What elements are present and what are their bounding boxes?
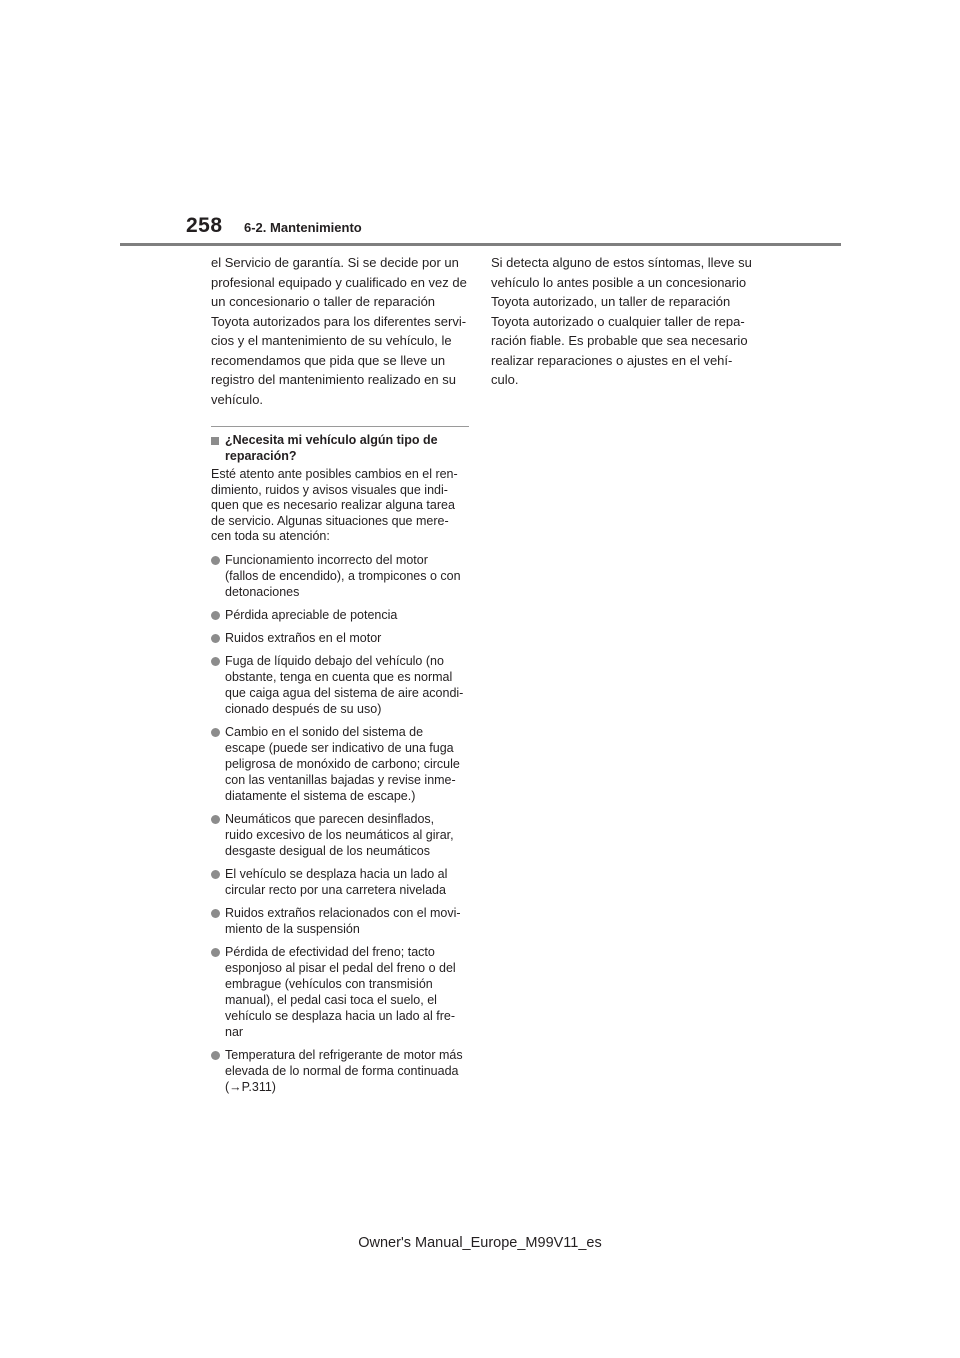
text-line: Temperatura del refrigerante de motor más	[225, 1047, 463, 1062]
text-line: Esté atento ante posibles cambios en el ren-	[211, 467, 458, 481]
list-item	[211, 552, 469, 600]
intro-paragraph	[211, 253, 469, 409]
text-line: Si detecta alguno de estos síntomas, lleve su	[491, 255, 752, 270]
footer-manual-id: Owner's Manual_Europe_M99V11_es	[358, 1235, 602, 1251]
text-line: El vehículo se desplaza hacia un lado al	[225, 866, 448, 881]
text-line: registro del mantenimiento realizado en su	[211, 372, 456, 387]
text-line: recomendamos que pida que se lleve un	[211, 352, 446, 368]
circle-bullet-icon	[211, 634, 220, 643]
text-line: Ruidos extraños en el motor	[225, 630, 382, 645]
text-line: cionado después de su uso)	[225, 701, 382, 716]
text-line: culo.	[491, 372, 519, 387]
text-line: embrague (vehículos con transmisión	[225, 976, 433, 991]
text-line: escape (puede ser indicativo de una fuga	[225, 740, 454, 755]
text-line: Toyota autorizado, un taller de reparación	[491, 294, 731, 309]
list-item	[211, 811, 469, 859]
text-line: (fallos de encendido), a trompicones o con	[225, 568, 461, 583]
circle-bullet-icon	[211, 1051, 220, 1060]
symptom-list	[211, 552, 469, 1095]
list-item	[211, 866, 469, 898]
subheading	[211, 433, 469, 464]
circle-bullet-icon	[211, 556, 220, 565]
text-line: desgaste desigual de los neumáticos	[225, 843, 430, 858]
text-line: de servicio. Algunas situaciones que mere-	[211, 513, 449, 528]
text-line: miento de la suspensión	[225, 921, 360, 936]
text-line: Pérdida apreciable de potencia	[225, 607, 398, 622]
text-line: Neumáticos que parecen desinflados,	[225, 811, 435, 826]
text-line: Funcionamiento incorrecto del motor	[225, 552, 428, 567]
list-item	[211, 653, 469, 717]
list-item	[211, 1047, 469, 1095]
text-line: Cambio en el sonido del sistema de	[225, 724, 424, 739]
text-line: ruido excesivo de los neumáticos al girar,	[225, 827, 454, 842]
text-line: vehículo.	[211, 391, 264, 407]
right-paragraph	[491, 253, 753, 390]
text-line: cen toda su atención:	[211, 529, 330, 543]
text-line: el Servicio de garantía. Si se decide por un	[211, 255, 459, 270]
text-line: detonaciones	[225, 584, 300, 599]
text-line: diatamente el sistema de escape.)	[225, 788, 416, 803]
text-line: circular recto por una carretera nivelada	[225, 882, 446, 897]
list-item	[211, 905, 469, 937]
text-line: peligrosa de monóxido de carbono; circule	[225, 756, 460, 771]
subheading-line: reparación?	[225, 448, 297, 463]
text-line: esponjoso al pisar el pedal del freno o del	[225, 960, 456, 975]
text-line: Ruidos extraños relacionados con el movi-	[225, 905, 461, 920]
text-line: dimiento, ruidos y avisos visuales que indi-	[211, 482, 448, 497]
text-line: quen que es necesario realizar alguna tarea	[211, 498, 455, 512]
text-line: que caiga agua del sistema de aire acondi-	[225, 685, 464, 700]
text-line: manual), el pedal casi toca el suelo, el	[225, 992, 437, 1007]
list-item	[211, 724, 469, 804]
text-line: cios y el mantenimiento de su vehículo, le	[211, 333, 452, 348]
square-bullet-icon	[211, 437, 219, 445]
text-line: Toyota autorizados para los diferentes servi-	[211, 313, 467, 329]
header-rule	[120, 243, 841, 246]
text-line: obstante, tenga en cuenta que es normal	[225, 669, 453, 684]
text-line: Pérdida de efectividad del freno; tacto	[225, 944, 435, 959]
circle-bullet-icon	[211, 815, 220, 824]
text-line: nar	[225, 1024, 244, 1039]
list-item	[211, 944, 469, 1040]
list-item	[211, 607, 469, 623]
subheading-line: ¿Necesita mi vehículo algún tipo de	[225, 433, 438, 447]
section-divider	[211, 426, 469, 427]
text-line: profesional equipado y cualificado en vez de	[211, 274, 467, 290]
text-line: Fuga de líquido debajo del vehículo (no	[225, 653, 444, 668]
text-line: con las ventanillas bajadas y revise inme-	[225, 772, 456, 787]
circle-bullet-icon	[211, 948, 220, 957]
text-line: ración fiable. Es probable que sea necesario	[491, 333, 748, 348]
left-column	[211, 253, 469, 1095]
text-line: Toyota autorizado o cualquier taller de repa-	[491, 313, 745, 329]
body-paragraph	[211, 467, 469, 545]
page-number: 258	[186, 214, 223, 237]
page-reference-link[interactable]: (→P.311)	[225, 1079, 276, 1094]
text-line: realizar reparaciones o ajustes en el vehí-	[491, 352, 733, 368]
circle-bullet-icon	[211, 657, 220, 666]
text-line: un concesionario o taller de reparación	[211, 294, 436, 309]
circle-bullet-icon	[211, 728, 220, 737]
right-column	[491, 253, 753, 390]
text-line: vehículo lo antes posible a un concesionario	[491, 274, 747, 290]
text-line: vehículo se desplaza hacia un lado al fre-	[225, 1008, 456, 1023]
circle-bullet-icon	[211, 611, 220, 620]
list-item	[211, 630, 469, 646]
text-line: elevada de lo normal de forma continuada	[225, 1063, 459, 1078]
circle-bullet-icon	[211, 909, 220, 918]
section-title: 6-2. Mantenimiento	[244, 220, 362, 235]
circle-bullet-icon	[211, 870, 220, 879]
